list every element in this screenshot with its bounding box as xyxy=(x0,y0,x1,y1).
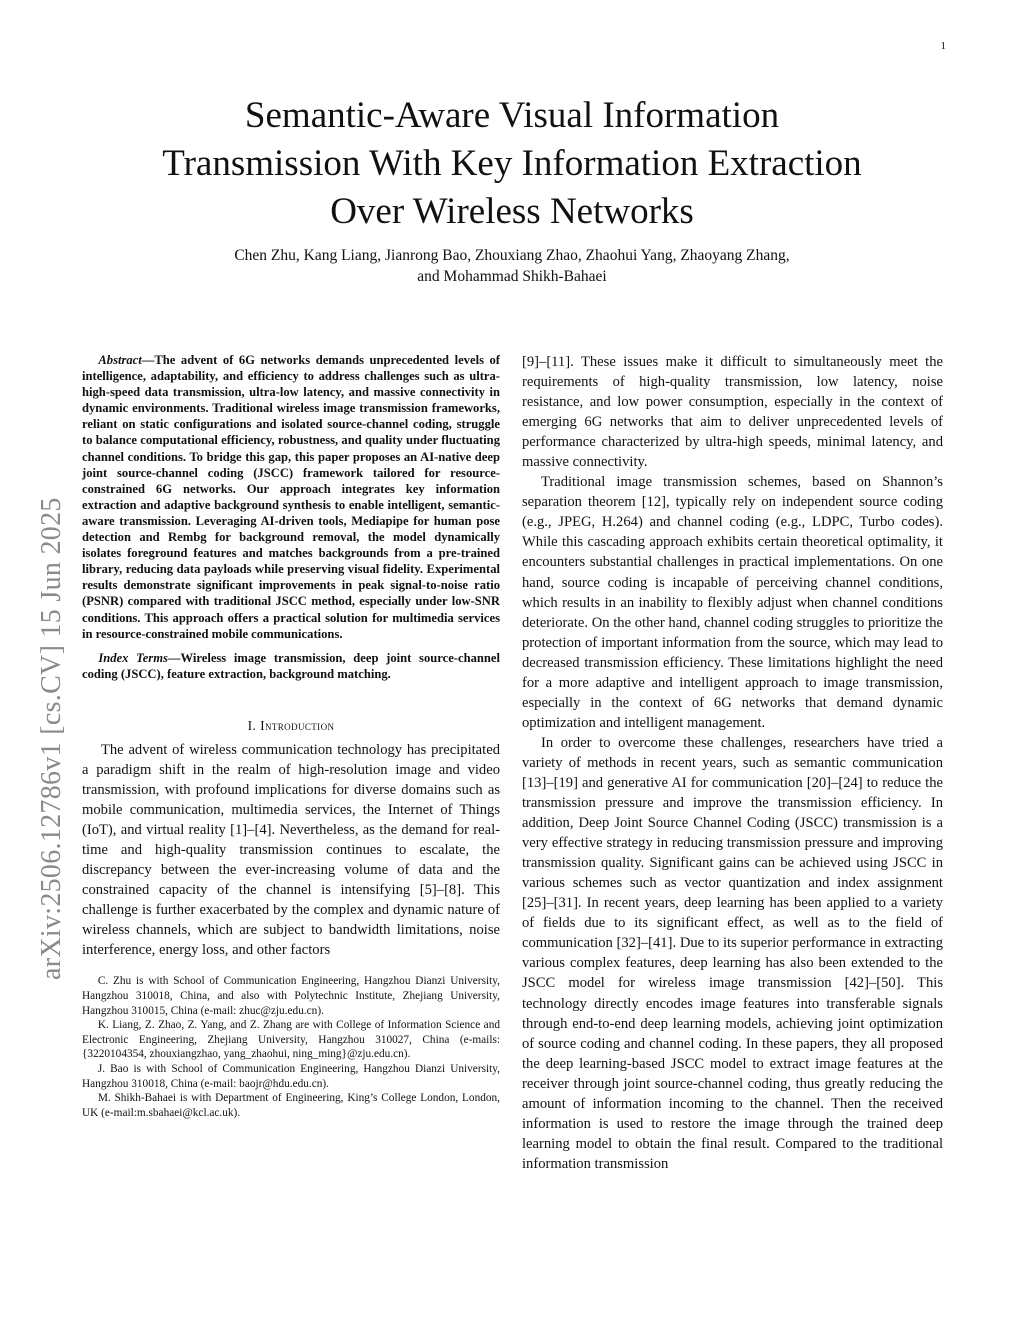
author-line: Chen Zhu, Kang Liang, Jianrong Bao, Zhouxiang Zhao, Zhaohui Yang, Zhaoyang Zhang, xyxy=(234,247,790,264)
intro-body-left xyxy=(82,740,500,961)
section-heading xyxy=(82,718,500,734)
page-number: 1 xyxy=(940,40,946,52)
author-list xyxy=(0,245,1024,287)
footnote: K. Liang, Z. Zhao, Z. Yang, and Z. Zhang are with College of Information Science and Electronic Engineering, Zhejiang University, Hangzhou 310027, China (e-mails: {3220104354, zhouxiangzhao, yang_zhaohui, ning_ming}@zju.edu.cn). xyxy=(82,1019,500,1061)
body-paragraph: The advent of wireless communication technology has precipitated a paradigm shift in the realm of high-resolution image and video transmission, with profound implications for diverse domains such as mobile communication, multimedia services, the Internet of Things (IoT), and virtual reality [1]–[4]. Nevertheless, as the demand for real-time and high-quality transmission continues to escalate, the discrepancy between the ever-increasing volume of data and the constrained capacity of the channel is intensifying [5]–[8]. This challenge is further exacerbated by the complex and dynamic nature of wireless channels, which are subject to bandwidth limitations, noise interference, energy loss, and other factors xyxy=(82,741,500,959)
index-terms xyxy=(82,650,500,682)
abstract xyxy=(82,352,500,642)
right-column xyxy=(522,352,943,1174)
body-paragraph: In order to overcome these challenges, researchers have tried a variety of methods in recent years, such as semantic communication [13]–[19] and generative AI for communication [20]–[24] to reduce the transmission pressure and improve the transmission efficiency. In addition, Deep Joint Source Channel Coding (JSCC) transmission is a very effective strategy in reducing transmission pressure and improving transmission quality. Significant gains can be achieved using JSCC in various schemes such as vector quantization and index assignment [25]–[31]. In recent years, deep learning has been applied to a variety of fields due to its significant effect, as well as to the field of communication [32]–[41]. Due to its superior performance in extracting various complex features, deep learning has also been extended to the JSCC model for wireless image transmission [42]–[50]. This technology directly encodes image features into transferable signals through end-to-end deep learning models, achieving joint optimization of source coding and channel coding. In these papers, they all proposed the deep learning-based JSCC model to extract image features at the receiver through joint source-channel coding, thus greatly reducing the amount of information incoming to the channel. Then the received information is used to restore the image through the trained deep learning model to obtain the final result. Compared to the traditional information transmission xyxy=(522,734,943,1172)
author-line: and Mohammad Shikh-Bahaei xyxy=(417,268,607,285)
title-line: Semantic-Aware Visual Information xyxy=(244,95,780,136)
left-column xyxy=(82,352,500,1120)
index-terms-label: Index Terms xyxy=(98,650,168,665)
body-paragraph: [9]–[11]. These issues make it difficult to simultaneously meet the requirements of high-quality transmission, low latency, noise resistance, and low power consumption, especially in the context of emerging 6G networks that aim to deliver unprecedented levels of performance characterized by ultra-high speeds, minimal latency, and massive connectivity. xyxy=(522,354,943,471)
arxiv-watermark: arXiv:2506.12786v1 [cs.CV] 15 Jun 2025 xyxy=(36,497,67,980)
author-footnotes xyxy=(82,974,500,1120)
abstract-label: Abstract xyxy=(98,353,142,367)
footnote: M. Shikh-Bahaei is with Department of Engineering, King’s College London, London, UK (e-mail:m.sbahaei@kcl.ac.uk). xyxy=(82,1092,500,1119)
paper-title xyxy=(0,92,1024,236)
title-line: Over Wireless Networks xyxy=(330,191,694,232)
footnote: C. Zhu is with School of Communication Engineering, Hangzhou Dianzi University, Hangzhou 310018, China, and also with Polytechnic Institute, Zhejiang University, Hangzhou 310015, China (e-mail: zhuc@zju.edu.cn). xyxy=(82,975,500,1017)
abstract-text: —The advent of 6G networks demands unprecedented levels of intelligence, adaptability, and efficiency to address challenges such as ultra-high-speed data transmission, ultra-low latency, and massive connectivity in dynamic environments. Traditional wireless image transmission frameworks, reliant on static configurations and isolated source-channel coding, struggle to balance computational efficiency, robustness, and quality under fluctuating channel conditions. To bridge this gap, this paper proposes an AI-native deep joint source-channel coding (JSCC) framework tailored for resource-constrained 6G networks. Our approach integrates key information extraction and adaptive background synthesis to enable intelligent, semantic-aware transmission. Leveraging AI-driven tools, Mediapipe for human pose detection and Rembg for background removal, the model dynamically isolates foreground features and matches backgrounds from a pre-trained library, reducing data payloads while preserving visual fidelity. Experimental results demonstrate significant improvements in peak signal-to-noise ratio (PSNR) compared with traditional JSCC method, especially under low-SNR conditions. This approach offers a practical solution for multimedia services in resource-constrained mobile communications. xyxy=(82,353,500,641)
title-line: Transmission With Key Information Extraction xyxy=(162,143,862,184)
body-paragraph: Traditional image transmission schemes, based on Shannon’s separation theorem [12], typically rely on independent source coding (e.g., JPEG, H.264) and channel coding (e.g., LDPC, Turbo codes). While this cascading approach exhibits certain theoretical optimality, it encounters substantial challenges in practical implementations. On one hand, source coding is incapable of perceiving channel conditions, which results in an inability to flexibly adjust when channel conditions deteriorate. On the other hand, channel coding struggles to prioritize the protection of important information from the source, which may lead to decreased transmission efficiency. These limitations highlight the need for a more adaptive and intelligent approach to image transmission, especially in the context of 6G networks that demand dynamic optimization and intelligent management. xyxy=(522,474,943,731)
footnote: J. Bao is with School of Communication Engineering, Hangzhou Dianzi University, Hangzhou 310018, China (e-mail: baojr@hdu.edu.cn). xyxy=(82,1062,500,1090)
index-terms-text: —Wireless image transmission, deep joint source-channel coding (JSCC), feature extraction, background matching. xyxy=(82,650,500,681)
section-number: I. xyxy=(247,717,257,733)
section-title: Introduction xyxy=(260,717,335,733)
